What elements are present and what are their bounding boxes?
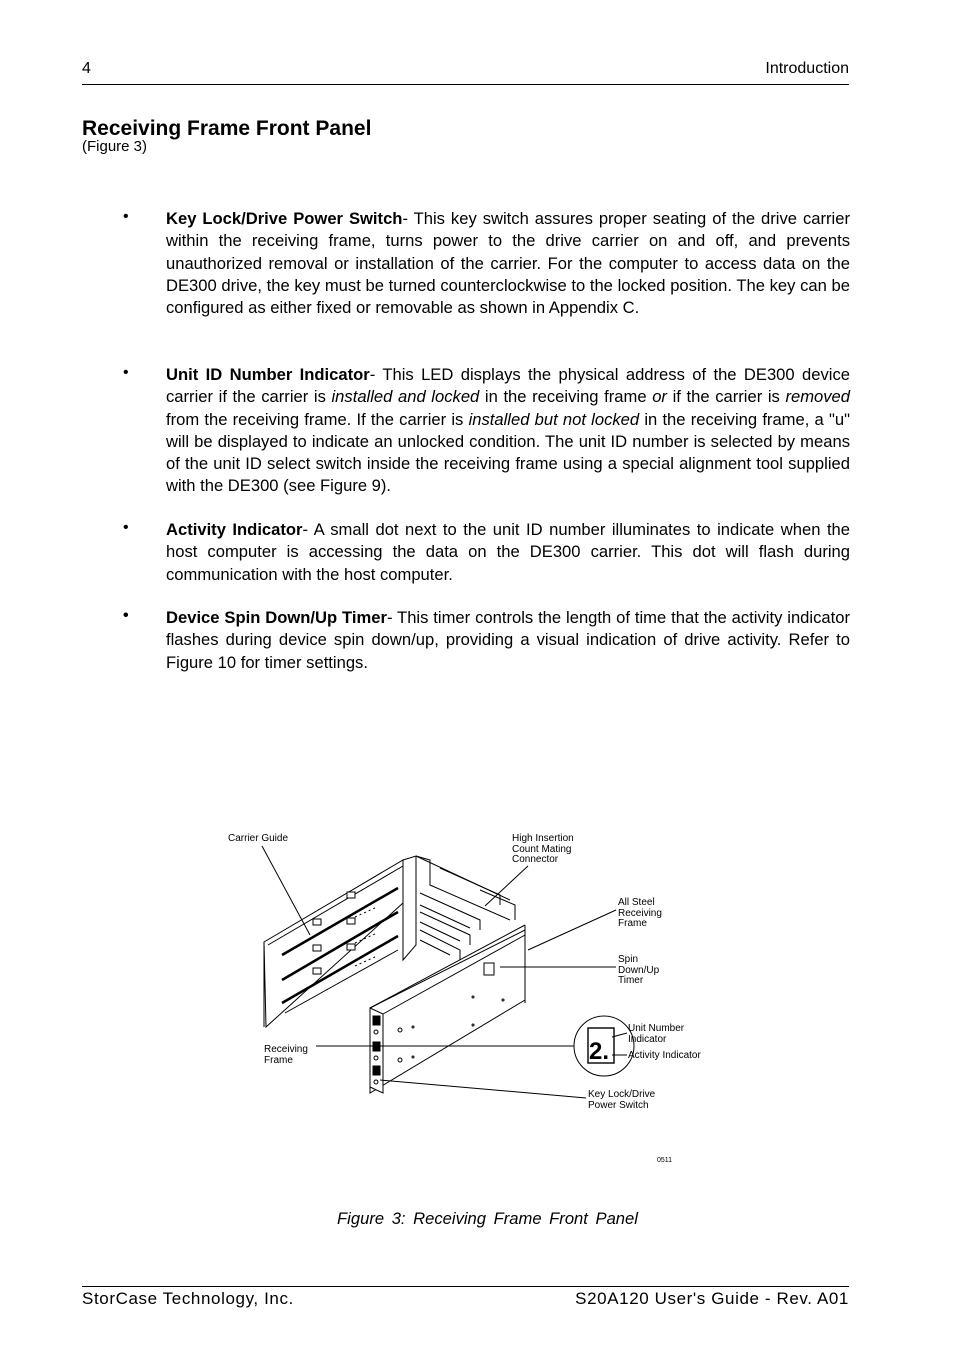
section-title: Introduction xyxy=(765,60,849,77)
label-frame-1: All Steel xyxy=(618,897,655,908)
spin-timer xyxy=(484,963,494,975)
footer-company: StorCase Technology, Inc. xyxy=(82,1289,294,1308)
bullet-mark: • xyxy=(123,364,129,381)
front-unit-top xyxy=(370,930,525,1093)
label-keylock-1: Key Lock/Drive xyxy=(588,1089,656,1100)
label-unit-1: Unit Number xyxy=(628,1023,685,1034)
figure-reference: (Figure 3) xyxy=(82,138,148,155)
label-receiving-1: Receiving xyxy=(264,1044,308,1055)
bullet-emphasis: removed xyxy=(785,387,851,407)
bullet-text: - This key switch assures proper seating of the drive carrier within the receiving frame, turns power to the drive carrier on and off, and prevents unauthorized removal or installation of the carrier. For the computer to access data on the DE300 drive, the key must be turned counterclockwise to the locked position. The key can be configured as either fixed or removable as shown in Appendix C. xyxy=(166,209,850,318)
bullet-text: in the receiving frame xyxy=(479,387,653,407)
page-number: 4 xyxy=(82,60,91,77)
footer-rule xyxy=(82,1286,849,1287)
label-activity: Activity Indicator xyxy=(628,1050,701,1061)
label-timer-2: Down/Up xyxy=(618,965,660,976)
label-unit-2: Indicator xyxy=(628,1034,667,1045)
bullet-text: in the receiving frame, a "u" will be displayed to indicate an unlocked condition. The unit ID number is selected by means of the unit ID select switch inside the receiving frame using a special alignment tool supplied with the DE300 (see Figure 9). xyxy=(166,409,850,496)
bullet-term: Key Lock/Drive Power Switch xyxy=(166,209,403,228)
footer-document: S20A120 User's Guide - Rev. A01 xyxy=(575,1289,849,1308)
bullet-term: Unit ID Number Indicator xyxy=(166,365,370,384)
bullet-mark: • xyxy=(123,208,129,225)
bullet-text: - This LED displays the physical address of the DE300 device carrier if the carrier is xyxy=(166,365,850,407)
bullet-mark: • xyxy=(123,519,129,536)
bullet-emphasis: installed and locked xyxy=(331,387,480,407)
label-connector-2: Count Mating xyxy=(512,844,572,855)
bullet-emphasis: installed but not locked xyxy=(468,409,640,429)
label-timer-1: Spin xyxy=(618,954,639,965)
bullet-text: - A small dot next to the unit ID number illuminates to indicate when the host computer is accessing the data on the DE300 carrier. This dot will flash during communication with the host computer. xyxy=(166,520,851,584)
bullet-emphasis: or xyxy=(652,387,667,407)
label-carrier-guide: Carrier Guide xyxy=(228,833,289,844)
label-keylock-2: Power Switch xyxy=(588,1100,649,1111)
bullet-term: Device Spin Down/Up Timer xyxy=(166,608,387,627)
bullet-term: Activity Indicator xyxy=(166,520,303,539)
label-connector-3: Connector xyxy=(512,854,559,865)
label-receiving-2: Frame xyxy=(264,1055,293,1066)
figure-caption: Figure 3: Receiving Frame Front Panel xyxy=(337,1209,638,1228)
bullet-text: from the receiving frame. If the carrier is xyxy=(166,409,469,429)
label-connector-1: High Insertion xyxy=(512,833,574,844)
bullet-text: if the carrier is xyxy=(666,387,786,407)
label-frame-3: Frame xyxy=(618,918,647,929)
label-timer-3: Timer xyxy=(618,975,644,986)
bullet-text: - This timer controls the length of time that the activity indicator flashes during device spin down/up, providing a visual indication of drive activity. Refer to Figure 10 for timer settings. xyxy=(166,608,850,672)
label-frame-2: Receiving xyxy=(618,908,662,919)
back-panel xyxy=(403,856,416,960)
page-heading: Receiving Frame Front Panel xyxy=(82,117,372,140)
led-digit: 2. xyxy=(589,1038,610,1065)
bullet-mark: • xyxy=(123,607,129,624)
figure-code: 0511 xyxy=(657,1157,673,1164)
